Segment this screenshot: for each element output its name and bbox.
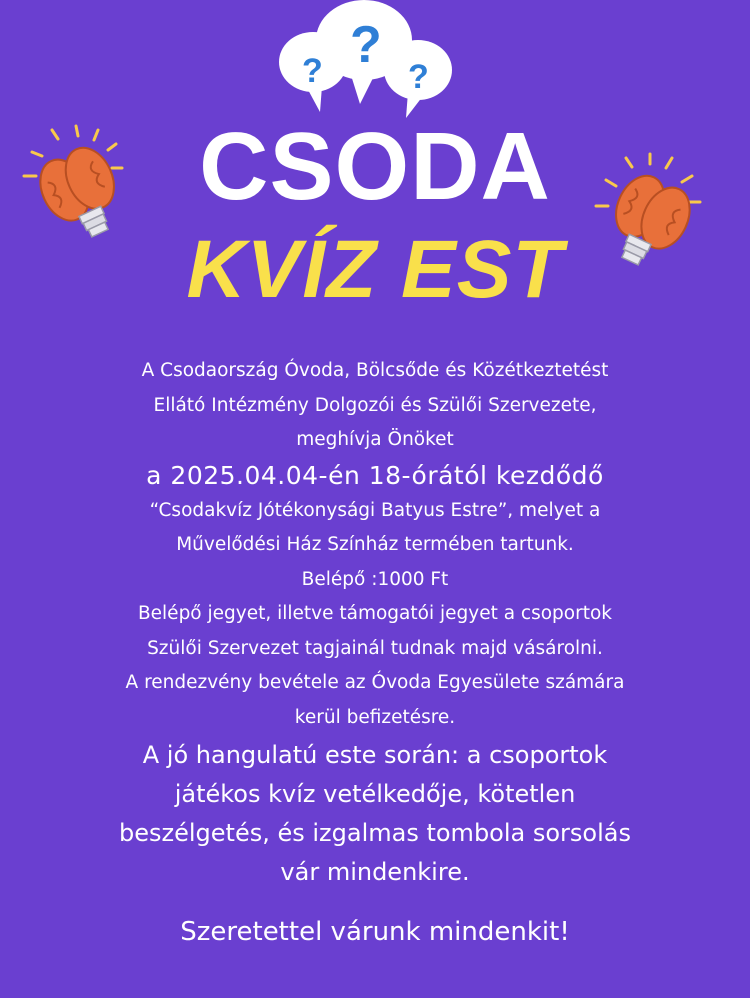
svg-text:?: ? [302, 52, 323, 90]
event-date-line: a 2025.04.04-én 18-órától kezdődő [146, 460, 604, 490]
intro-line: A Csodaország Óvoda, Bölcsőde és Közétkeztetést [141, 360, 609, 381]
event-line: Szülői Szervezet tagjainál tudnak majd vásárolni. [147, 637, 603, 659]
event-line: A rendezvény bevétele az Óvoda Egyesülete számára [125, 672, 625, 693]
event-line: kerül befizetésre. [294, 706, 456, 728]
question-speech-bubbles-icon [268, 0, 468, 120]
program-line: A jó hangulatú este során: a csoportok [142, 741, 608, 769]
program-line: beszélgetés, és izgalmas tombola sorsolás [119, 819, 631, 847]
closing-line: Szeretettel várunk mindenkit! [180, 917, 570, 947]
event-line: Belépő jegyet, illetve támogatói jegyet a csoportok [137, 603, 613, 624]
intro-line: meghívja Önöket [296, 429, 454, 450]
ticket-price: Belépő :1000 Ft [301, 568, 449, 590]
title-line-2: KVÍZ EST [186, 224, 564, 315]
svg-text:?: ? [350, 16, 382, 74]
program-line: játékos kvíz vetélkedője, kötetlen [174, 780, 576, 808]
svg-text:?: ? [408, 58, 429, 96]
invitation-body [40, 354, 710, 891]
event-line: Művelődési Ház Színház termében tartunk. [176, 534, 574, 555]
program-line: vár mindenkire. [280, 858, 470, 886]
intro-line: Ellátó Intézmény Dolgozói és Szülői Szervezete, [153, 394, 597, 416]
title-line-1: CSODA [199, 113, 551, 220]
event-line: “Csodakvíz Jótékonysági Batyus Estre”, melyet a [149, 499, 601, 521]
